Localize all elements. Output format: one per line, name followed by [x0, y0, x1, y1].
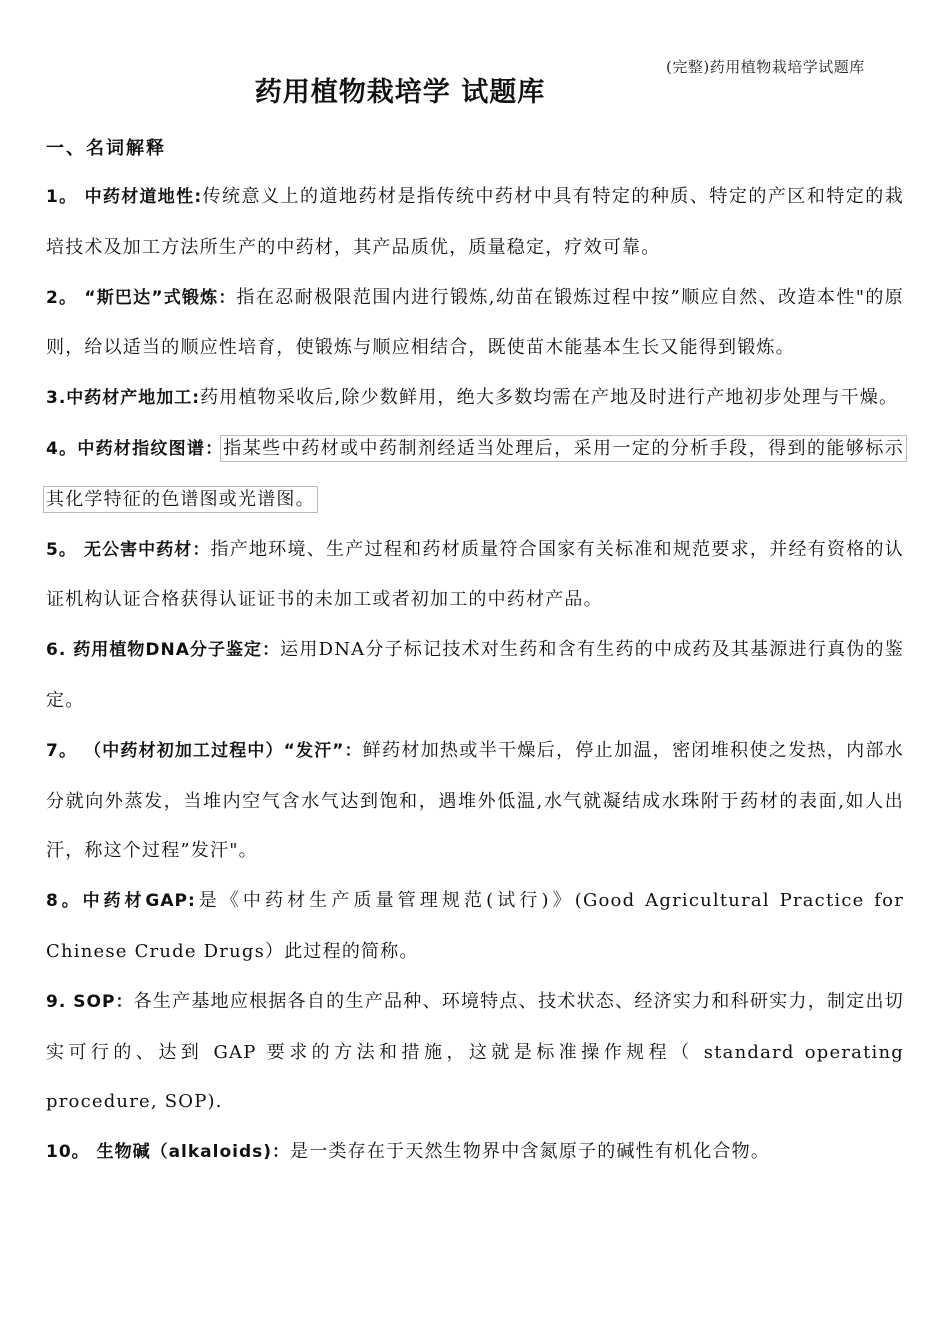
- list-item: [46, 726, 904, 876]
- entry-definition: 指产地环境、生产过程和药材质量符合国家有关标准和规范要求，并经有资格的认证机构认证合格获得认证证书的未加工或者初加工的中药材产品。: [46, 538, 905, 611]
- list-item: [46, 876, 904, 977]
- list-item: [46, 373, 904, 424]
- entry-term: 3.中药材产地加工:: [46, 388, 201, 409]
- entry-definition: 各生产基地应根据各自的生产品种、环境特点、技术状态、经济实力和科研实力，制定出切实可行的、达到 GAP 要求的方法和措施，这就是标准操作规程（ standard operating procedure, SOP).: [46, 990, 904, 1113]
- entry-definition: 鲜药材加热或半干燥后，停止加温，密闭堆积使之发热，内部水分就向外蒸发，当堆内空气含水气达到饱和，遇堆外低温,水气就凝结成水珠附于药材的表面,如人出汗，称这个过程”发汗"。: [46, 739, 904, 862]
- entry-definition: 是《中药材生产质量管理规范(试行)》(Good Agricultural Practice for Chinese Crude Drugs）此过程的简称。: [46, 890, 904, 962]
- list-item: [46, 1127, 904, 1178]
- list-item: [46, 977, 904, 1127]
- list-item: [46, 273, 904, 374]
- page-title: 药用植物栽培学 试题库: [254, 77, 546, 108]
- list-item: [46, 172, 904, 273]
- entry-term: 7。 （中药材初加工过程中）“发汗”：: [46, 740, 363, 761]
- entry-term: 2。 “斯巴达”式锻炼：: [46, 287, 237, 308]
- entry-definition: 运用DNA分子标记技术对生药和含有生药的中成药及其基源进行真伪的鉴定。: [46, 639, 904, 711]
- entry-term: 8。中药材GAP:: [46, 891, 196, 912]
- entry-term: 9. SOP：: [46, 991, 134, 1012]
- entry-term: 1。 中药材道地性:: [46, 187, 203, 207]
- list-item: [46, 424, 904, 525]
- list-item: [46, 525, 904, 626]
- entry-definition: 药用植物采收后,除少数鲜用，绝大多数均需在产地及时进行产地初步处理与干燥。: [200, 387, 899, 409]
- entry-definition: 指某些中药材或中药制剂经适当处理后，采用一定的分析手段，得到的能够标示其化学特征的色谱图或光谱图。: [46, 437, 904, 510]
- entry-term: 10。 生物碱（alkaloids)：: [46, 1142, 291, 1163]
- entry-definition: 指在忍耐极限范围内进行锻炼,幼苗在锻炼过程中按”顺应自然、改造本性"的原则，给以适当的顺应性培育，使锻炼与顺应相结合，既使苗木能基本生长又能得到锻炼。: [46, 286, 905, 359]
- header-note: (完整)药用植物栽培学试题库: [666, 58, 865, 76]
- entry-term: 5。 无公害中药材：: [46, 539, 211, 560]
- entry-definition: 传统意义上的道地药材是指传统中药材中具有特定的种质、特定的产区和特定的栽培技术及加工方法所生产的中药材，其产品质优，质量稳定，疗效可靠。: [46, 186, 904, 258]
- section-heading: 一、名词解释: [46, 138, 166, 159]
- list-item: [46, 625, 904, 726]
- entry-definition: 是一类存在于天然生物界中含氮原子的碱性有机化合物。: [290, 1141, 771, 1163]
- entry-term: 6. 药用植物DNA分子鉴定：: [46, 640, 281, 661]
- definitions-list: [46, 172, 904, 1178]
- entry-term: 4。中药材指纹图谱：: [46, 438, 224, 459]
